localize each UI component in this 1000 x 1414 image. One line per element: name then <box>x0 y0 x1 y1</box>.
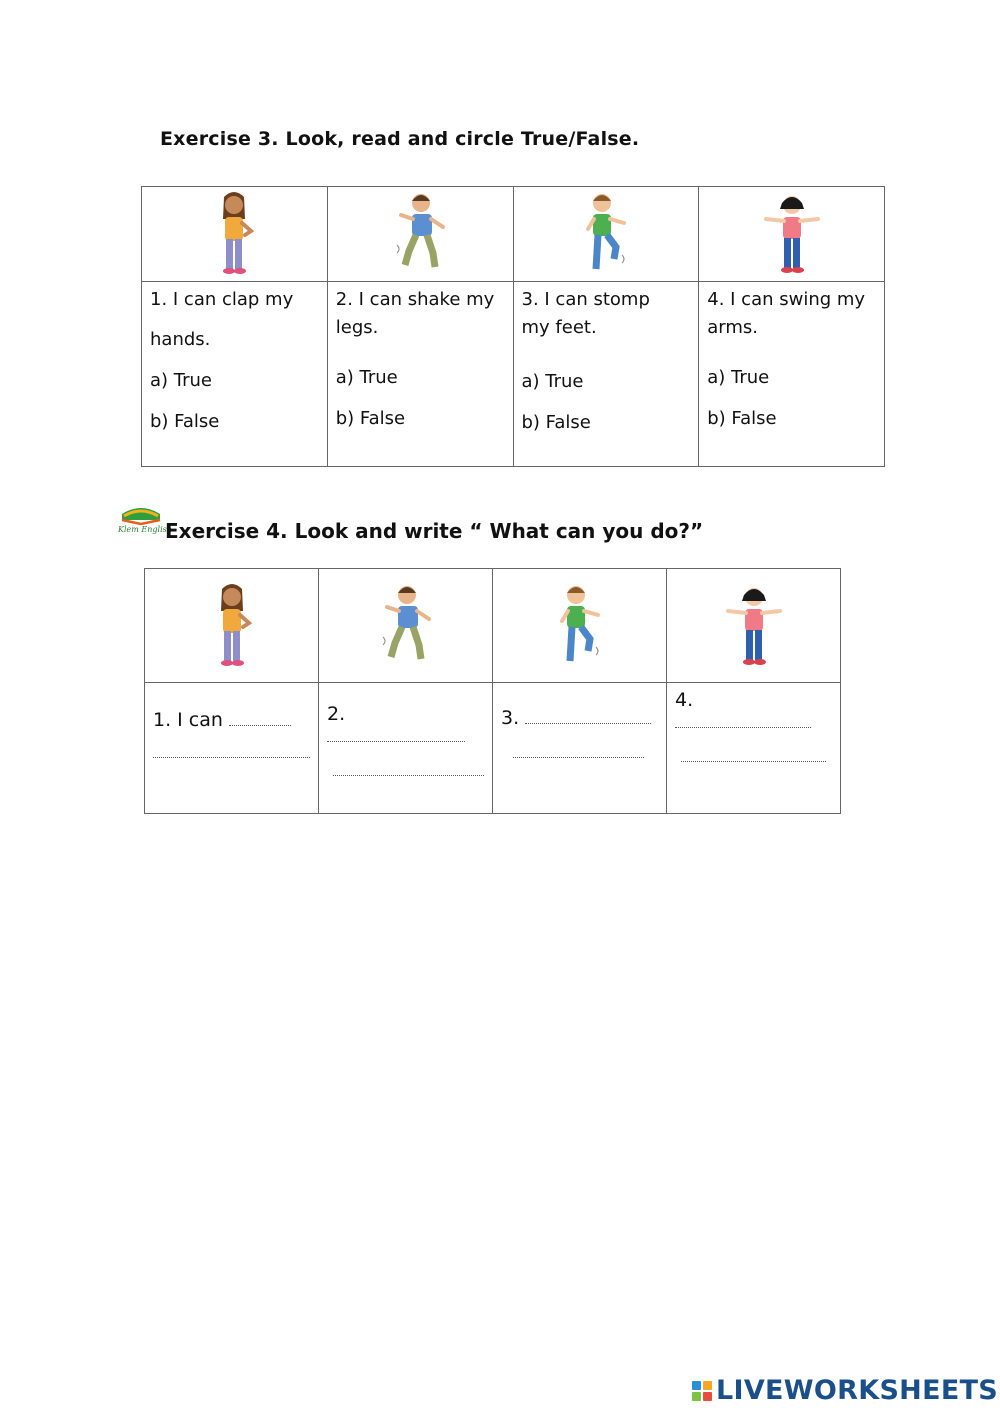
ex4-answer-cell <box>493 683 667 814</box>
ex3-picture-cell <box>327 187 513 282</box>
question-text: 1. I can clap my <box>150 289 294 310</box>
answer-prompt: 4. <box>675 689 694 711</box>
option-true[interactable]: a) True <box>521 371 584 392</box>
option-false[interactable]: b) False <box>150 411 220 432</box>
question-text: 2. I can shake my <box>335 289 495 310</box>
option-false[interactable]: b) False <box>335 408 406 429</box>
boy-stomping-icon <box>580 189 632 275</box>
question-text: hands. <box>150 329 211 350</box>
ex3-picture-cell <box>513 187 699 282</box>
answer-blank[interactable] <box>675 713 811 728</box>
boy-stomping-icon <box>554 581 606 667</box>
question-text: 3. I can stomp <box>521 289 650 310</box>
girl-clapping-icon <box>209 189 259 275</box>
ex4-answer-cell <box>145 683 319 814</box>
answer-prompt: 2. <box>327 703 346 725</box>
exercise-4-title: Exercise 4. Look and write “ What can you do?” <box>165 519 704 543</box>
ex3-picture-cell <box>699 187 885 282</box>
option-true[interactable]: a) True <box>335 367 398 388</box>
answer-prompt: 1. I can <box>153 709 223 731</box>
answer-blank[interactable] <box>525 709 651 724</box>
ex3-question-cell <box>327 282 513 467</box>
option-false[interactable]: b) False <box>707 408 777 429</box>
ex4-picture-cell <box>667 569 841 683</box>
exercise-4-table <box>144 568 841 814</box>
answer-prompt: 3. <box>501 707 520 729</box>
question-text: my feet. <box>521 317 597 338</box>
liveworksheets-mark-icon <box>692 1381 712 1401</box>
girl-swinging-icon <box>722 581 786 667</box>
ex4-answer-cell <box>667 683 841 814</box>
ex3-question-cell <box>513 282 699 467</box>
boy-shaking-icon <box>375 581 437 667</box>
answer-blank[interactable] <box>153 743 310 758</box>
answer-blank[interactable] <box>333 761 484 776</box>
question-text: legs. <box>335 317 379 338</box>
logo-text: Klem English <box>118 525 172 534</box>
question-text: 4. I can swing my <box>707 289 866 310</box>
ex4-answer-cell <box>319 683 493 814</box>
ex4-picture-cell <box>319 569 493 683</box>
girl-swinging-icon <box>760 189 824 275</box>
ex3-picture-cell <box>142 187 328 282</box>
girl-clapping-icon <box>207 579 257 669</box>
ex3-question-cell <box>699 282 885 467</box>
option-false[interactable]: b) False <box>521 412 591 433</box>
option-true[interactable]: a) True <box>150 370 213 391</box>
ex4-picture-cell <box>145 569 319 683</box>
exercise-3-table <box>141 186 885 467</box>
question-text: arms. <box>707 317 758 338</box>
ex4-picture-cell <box>493 569 667 683</box>
answer-blank[interactable] <box>513 743 644 758</box>
answer-blank[interactable] <box>327 727 465 742</box>
exercise-3-title: Exercise 3. Look, read and circle True/False. <box>160 128 640 150</box>
boy-shaking-icon <box>389 189 451 275</box>
liveworksheets-logo <box>692 1375 998 1406</box>
ex3-question-cell <box>142 282 328 467</box>
answer-blank[interactable] <box>681 747 826 762</box>
liveworksheets-brand: LIVEWORKSHEETS <box>716 1375 999 1406</box>
option-true[interactable]: a) True <box>707 367 770 388</box>
answer-blank[interactable] <box>229 711 291 726</box>
